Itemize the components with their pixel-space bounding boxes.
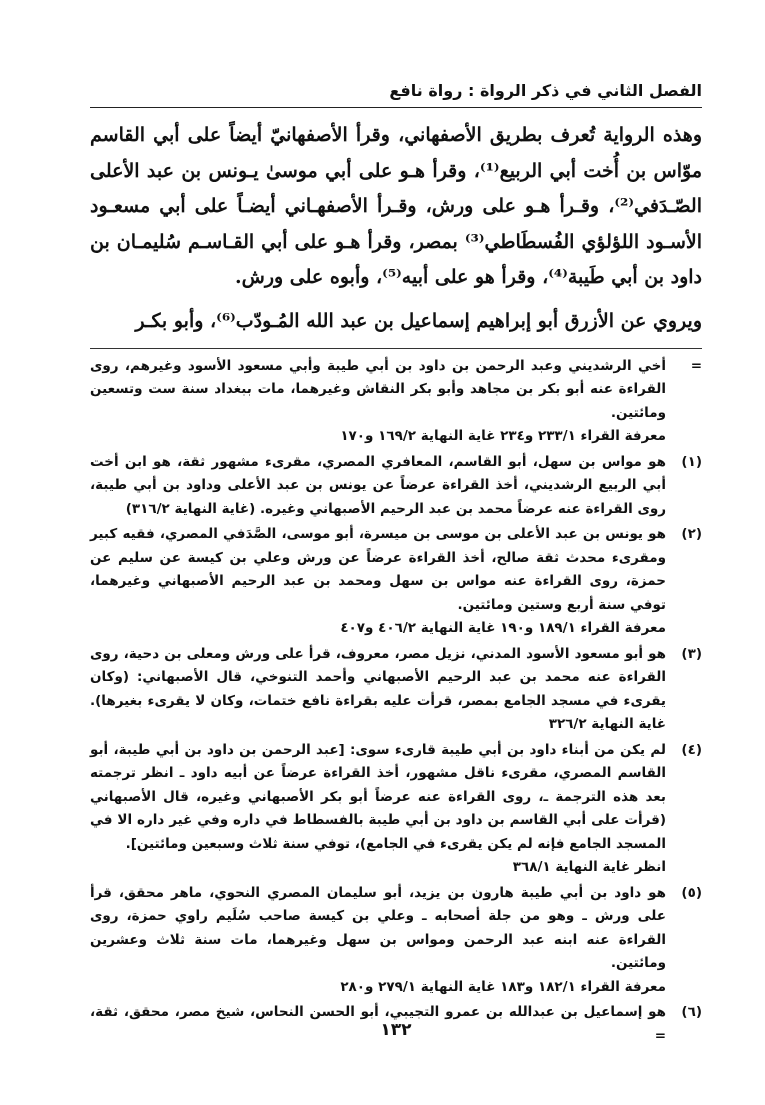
footnote-2: [90, 523, 702, 641]
footnote-number: (٤): [681, 741, 702, 758]
footnote-text: هو أبو مسعود الأسود المدني، نزيل مصر، معروف، قرأ على ورش ومعلى بن دحية، روى القراءة عنه محمد بن عبد الرحيم الأصبهاني وأحمد التنوخي، قال الأصبهاني: (وكان يقرىء في مسجد الجامع بمصر، قرأت عليه بقراءة نافع ختمات، وكان لا يقرىء بغيرها). غاية النهاية ٣٢٦/٢: [90, 645, 666, 733]
running-header: [90, 78, 702, 108]
footnote-reference: انظر غاية النهاية ٣٦٨/١: [512, 859, 666, 876]
footnote-text: هو يونس بن عبد الأعلى بن موسى بن ميسرة، أبو موسى، الصَّدَفي المصري، فقيه كبير ومقرىء محدث ثقة صالح، أخذ القراءة عرضاً عن ورش وعلي بن كيسة عن سليم عن حمزة، روى القراءة عنه مواس بن سهل ومحمد بن عبد الرحيم الأصبهاني وغيرهما، توفي سنة أربع وستين ومائتين.: [90, 526, 666, 613]
footnote-separator: [90, 348, 702, 349]
footnote-reference: معرفة القراء ١٨٢/١ و١٨٣ غاية النهاية ٢٧٩/١ و٢٨٠: [340, 978, 666, 995]
footnote-number: (٥): [681, 884, 702, 901]
page-number: ١٣٢: [380, 1020, 412, 1040]
paragraph-1: وهذه الرواية تُعرف بطريق الأصفهاني، وقرأ الأصفهانيّ أيضاً على أبي القاسم موّاس بن أُخت أبي الربيع⁽¹⁾، وقرأ هـو على أبي موسىٰ يـونس بن عبد الأعلى الصّـدَفي⁽²⁾، وقـرأ هـو على ورش، وقـرأ الأصفهـاني أيضـاً على أبي مسعـود الأسـود اللؤلؤي الفُسطَاطي⁽³⁾ بمصر، وقرأ هـو على أبي القـاسـم سُليمـان بن داود بن أبي طَيبة⁽⁴⁾، وقرأ هو على أبيه⁽⁵⁾، وأبوه على ورش.: [90, 124, 702, 289]
footnote-4: [90, 739, 702, 880]
main-text: [90, 118, 702, 340]
footnote-3: [90, 643, 702, 737]
paragraph-2: ويروي عن الأزرق أبو إبراهيم إسماعيل بن عبد الله المُـودّب⁽⁶⁾، وأبو بكـر: [135, 309, 702, 332]
footnote-text: لم يكن من أبناء داود بن أبي طيبة قارىء سوى: [عبد الرحمن بن داود بن أبي طيبة، أبو القاسم المصري، مقرىء ناقل مشهور، أخذ القراءة عرضاً عن أبيه داود ـ انظر ترجمته بعد هذه الترجمة ـ، روى القراءة عنه عرضاً أبو بكر الأصبهاني وغيره، قال الأصبهاني (قرأت على أبي القاسم بن داود بن أبي طيبة بالفسطاط في داره وفي غير داره الا في المسجد الجامع فإنه لم يكن يقرىء في الجامع)، توفي سنة ثلاث وسبعين ومائتين].: [90, 741, 666, 852]
footnote-text: هو إسماعيل بن عبدالله بن عمرو التجيبي، أبو الحسن النحاس، شيخ مصر، محقق، ثقة، =: [90, 1004, 666, 1044]
footnote-number: (٢): [681, 526, 702, 543]
footnote-text: هو مواس بن سهل، أبو القاسم، المعافري المصري، مقرىء مشهور ثقة، هو ابن أخت أبي الربيع الرشديني، أخذ القراءة عرضاً عن يونس بن عبد الأعلى وداود بن أبي طيبة، روى القراءة عنه عرضاً محمد بن عبد الرحيم الأصبهاني وغيره. (غاية النهاية ٣١٦/٢): [90, 453, 666, 517]
footnote-number: (١): [681, 453, 702, 470]
footnote-reference: معرفة القراء ١٨٩/١ و١٩٠ غاية النهاية ٤٠٦/٢ و٤٠٧: [340, 620, 666, 637]
footnote-number: =: [690, 357, 702, 374]
footnote-reference: معرفة القراء ٢٣٣/١ و٢٣٤ غاية النهاية ١٦٩/٢ و١٧٠: [340, 428, 666, 445]
footnote-number: (٦): [681, 1004, 702, 1021]
page: [90, 78, 702, 1050]
running-header-title: الفصل الثاني في ذكر الرواة : رواة نافع: [389, 81, 702, 100]
footnotes: [90, 355, 702, 1049]
footnote-continued: [90, 355, 702, 449]
footnote-number: (٣): [681, 645, 702, 662]
footnote-1: [90, 451, 702, 522]
footnote-text: هو داود بن أبي طيبة هارون بن يزيد، أبو سليمان المصري النحوي، ماهر محقق، قرأ على ورش ـ وهو من جلة أصحابه ـ وعلي بن كيسة صاحب سُلَيم راوي حمزة، روى القراءة عنه ابنه عبد الرحمن ومواس بن سهل وغيرهما، مات سنة ثلاث وعشرين ومائتين.: [90, 884, 666, 972]
footnote-5: [90, 882, 702, 1000]
footnote-text: أخي الرشديني وعبد الرحمن بن داود بن أبي طيبة وأبي مسعود الأسود وغيرهم، روى القراءة عنه أبو بكر بن مجاهد وأبو بكر النقاش وغيرهما، مات ببغداد سنة ست وتسعين ومائتين.: [90, 357, 666, 421]
